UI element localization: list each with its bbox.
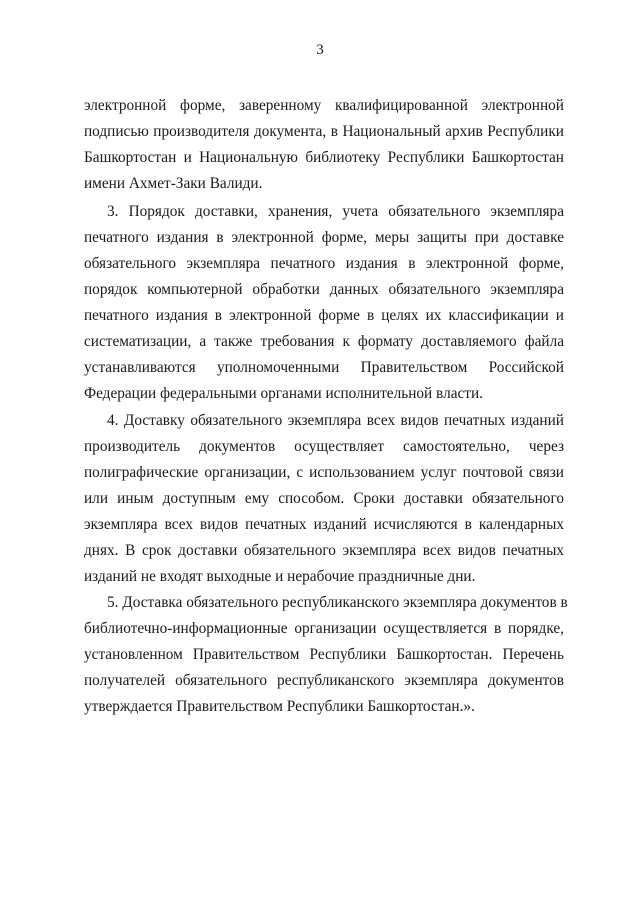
paragraph-line: обязательного экземпляра печатного издания в электронной форме, <box>84 255 564 272</box>
paragraph-line: электронной форме, заверенному квалифицированной электронной <box>84 97 564 114</box>
paragraph-line: систематизации, а также требования к формату доставляемого файла <box>84 333 564 350</box>
paragraph-line: Башкортостан и Национальную библиотеку Республики Башкортостан <box>84 149 564 166</box>
paragraph-line: библиотечно-информационные организации осуществляется в порядке, <box>84 620 564 637</box>
paragraph-line: установленном Правительством Республики Башкортостан. Перечень <box>84 646 564 663</box>
paragraph-line: подписью производителя документа, в Национальный архив Республики <box>84 123 564 140</box>
page-number: 3 <box>316 42 324 58</box>
paragraph-line: утверждается Правительством Республики Башкортостан.». <box>84 698 475 715</box>
paragraph-line: печатного издания в электронной форме в целях их классификации и <box>84 307 564 324</box>
paragraph-line: 5. Доставка обязательного республиканского экземпляра документов в <box>107 594 568 611</box>
paragraph-line: производитель документов осуществляет самостоятельно, через <box>84 438 564 455</box>
paragraph-line: 4. Доставку обязательного экземпляра всех видов печатных изданий <box>107 412 564 429</box>
paragraph-line: или иным доступным ему способом. Сроки доставки обязательного <box>84 490 564 507</box>
paragraph-line: изданий не входят выходные и нерабочие праздничные дни. <box>84 568 476 585</box>
paragraph-line: получателей обязательного республиканского экземпляра документов <box>84 672 564 689</box>
paragraph-line: порядок компьютерной обработки данных обязательного экземпляра <box>84 281 564 298</box>
paragraph-line: имени Ахмет-Заки Валиди. <box>84 175 263 192</box>
paragraph-line: 3. Порядок доставки, хранения, учета обязательного экземпляра <box>107 203 564 220</box>
paragraph-line: днях. В срок доставки обязательного экземпляра всех видов печатных <box>84 542 564 559</box>
paragraph-line: устанавливаются уполномоченными Правительством Российской <box>84 359 564 376</box>
paragraph-line: экземпляра всех видов печатных изданий исчисляются в календарных <box>84 516 564 533</box>
paragraph-line: полиграфические организации, с использованием услуг почтовой связи <box>84 464 564 481</box>
paragraph-line: Федерации федеральными органами исполнительной власти. <box>84 385 483 402</box>
paragraph-line: печатного издания в электронной форме, меры защиты при доставке <box>84 229 564 246</box>
